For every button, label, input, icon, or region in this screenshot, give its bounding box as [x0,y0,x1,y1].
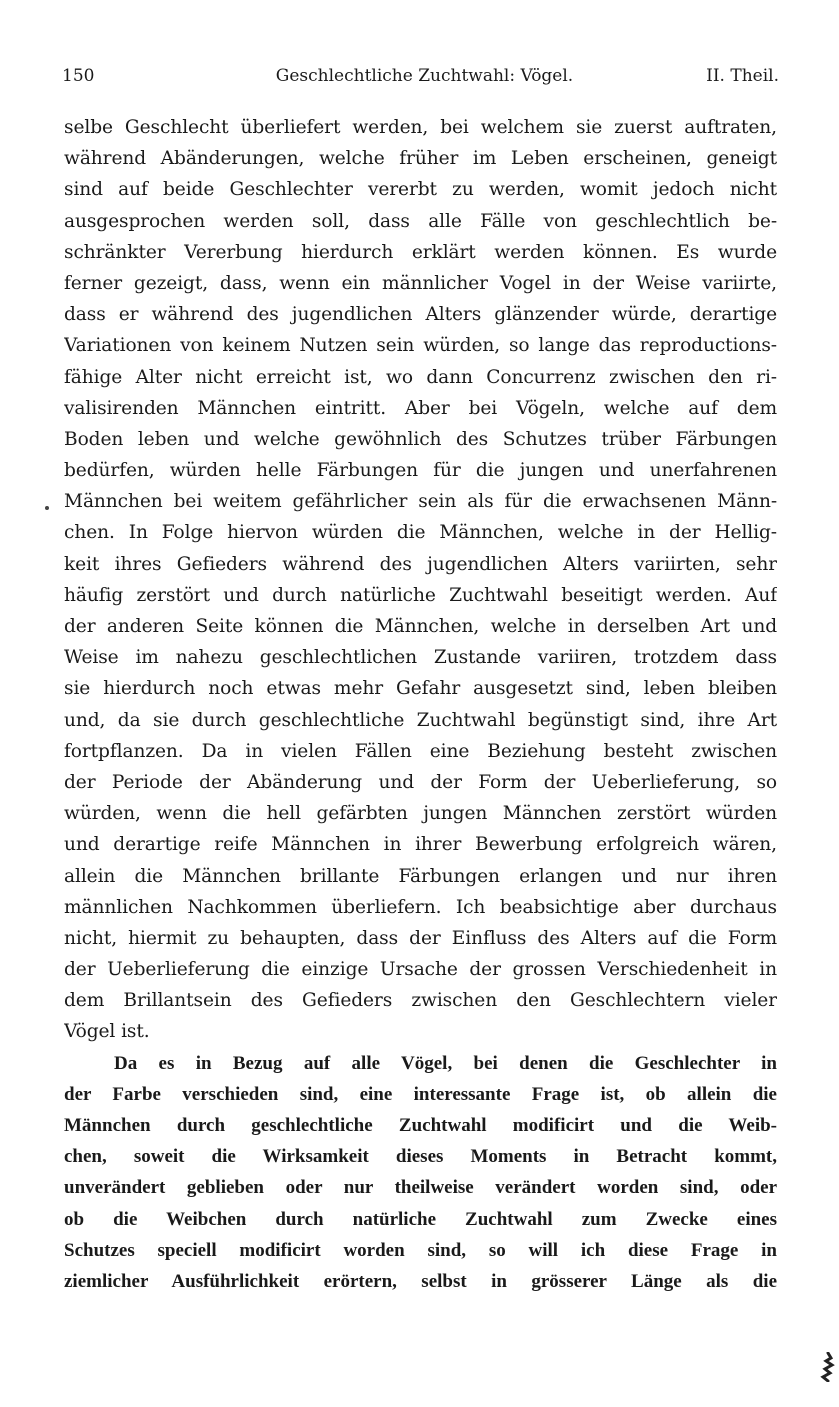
text-line: chen, soweit die Wirksamkeit dieses Moments in Betracht kommt, [64,1146,777,1168]
text-line: unverändert geblieben oder nur theilweise verändert worden sind, oder [64,1177,777,1199]
text-line: Weise im nahezu geschlechtlichen Zustande variiren, trotzdem dass [64,647,777,669]
text-line: nicht, hiermit zu behaupten, dass der Einfluss des Alters auf die Form [64,927,777,949]
text-line: valisirenden Männchen eintritt. Aber bei Vögeln, welche auf dem [64,397,777,419]
text-line: schränkter Vererbung hierdurch erklärt werden können. Es wurde [64,241,777,263]
text-line: dem Brillantsein des Gefieders zwischen den Geschlechtern vieler [64,990,777,1012]
margin-speck [45,506,49,510]
text-line: der Periode der Abänderung und der Form der Ueberlieferung, so [64,771,777,793]
text-line: dass er während des jugendlichen Alters glänzender würde, derartige [64,304,777,326]
running-title: Geschlechtliche Zuchtwahl: Vögel. [275,66,574,86]
text-line: Männchen bei weitem gefährlicher sein als für die erwachsenen Männ- [64,491,777,513]
text-line: sind auf beide Geschlechter vererbt zu werden, womit jedoch nicht [64,179,777,201]
text-line: allein die Männchen brillante Färbungen erlangen und nur ihren [64,865,777,887]
corner-ink-mark [819,1352,835,1382]
text-line: männlichen Nachkommen überliefern. Ich beabsichtige aber durchaus [64,896,777,918]
text-line: chen. In Folge hiervon würden die Männchen, welche in der Hellig- [64,522,777,544]
text-line: ziemlicher Ausführlichkeit erörtern, selbst in grösserer Länge als die [64,1270,777,1292]
text-line: selbe Geschlecht überliefert werden, bei welchem sie zuerst auftraten, [64,117,777,138]
paragraph-1 [64,112,777,1048]
text-line: ferner gezeigt, dass, wenn ein männlicher Vogel in der Weise variirte, [64,272,777,294]
text-line: ausgesprochen werden soll, dass alle Fälle von geschlechtlich be- [64,210,777,232]
part-label: II. Theil. [706,66,779,86]
text-line: der Farbe verschieden sind, eine interessante Frage ist, ob allein die [64,1083,777,1105]
text-line: fähige Alter nicht erreicht ist, wo dann Concurrenz zwischen den ri- [64,366,777,388]
text-line: Männchen durch geschlechtliche Zuchtwahl modificirt und die Weib- [64,1115,777,1136]
text-line: während Abänderungen, welche früher im Leben erscheinen, geneigt [64,148,777,170]
text-line: und, da sie durch geschlechtliche Zuchtwahl begünstigt sind, ihre Art [64,709,777,731]
page-number: 150 [62,66,95,86]
text-line: sie hierdurch noch etwas mehr Gefahr ausgesetzt sind, leben bleiben [64,678,777,700]
text-line: keit ihres Gefieders während des jugendlichen Alters variirten, sehr [64,553,777,575]
text-line: der anderen Seite können die Männchen, welche in derselben Art und [64,616,777,637]
text-line: Schutzes speciell modificirt worden sind, so will ich diese Frage in [64,1239,777,1261]
running-header [62,62,779,90]
text-line: bedürfen, würden helle Färbungen für die jungen und unerfahrenen [64,460,777,482]
paragraph-2 [64,1048,777,1298]
text-line: häufig zerstört und durch natürliche Zuchtwahl beseitigt werden. Auf [64,584,777,606]
text-line: Boden leben und welche gewöhnlich des Schutzes trüber Färbungen [64,428,777,450]
text-line: würden, wenn die hell gefärbten jungen Männchen zerstört würden [64,803,777,825]
text-line: ob die Weibchen durch natürliche Zuchtwahl zum Zwecke eines [64,1208,777,1230]
text-line: Da es in Bezug auf alle Vögel, bei denen die Geschlechter in [114,1052,777,1074]
text-line: und derartige reife Männchen in ihrer Bewerbung erfolgreich wären, [64,834,777,856]
text-line: der Ueberlieferung die einzige Ursache der grossen Verschiedenheit in [64,959,777,981]
text-line: fortpflanzen. Da in vielen Fällen eine Beziehung besteht zwischen [64,740,777,762]
body-text [64,112,777,1297]
text-line: Vögel ist. [64,1021,150,1043]
text-line: Variationen von keinem Nutzen sein würden, so lange das reproductions- [64,335,777,357]
